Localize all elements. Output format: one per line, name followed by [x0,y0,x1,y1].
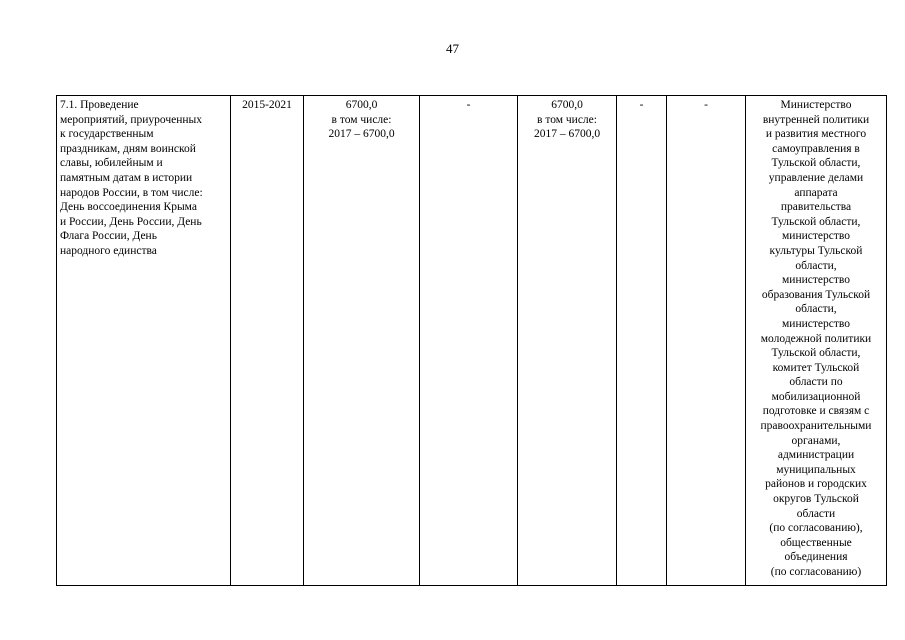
executor-line: области, [795,259,837,272]
local-funding-value: - [639,99,644,111]
extra-funding-value: - [704,99,708,111]
event-name-line: и России, День России, День [60,215,202,228]
event-name-line: 7.1. Проведение [60,99,139,111]
event-name-line: мероприятий, приуроченных [60,113,202,126]
federal-funding-cell [420,96,518,586]
executors-cell [746,96,887,586]
executor-line: объединения [784,551,848,564]
executor-line: Тульской области, [771,347,861,360]
executor-line: аппарата [794,186,838,199]
executor-line: образования Тульской [761,288,871,301]
event-name-line: народов России, в том числе: [60,186,203,199]
total-funding-line: 6700,0 [345,99,378,111]
period-cell [231,96,304,586]
total-funding-line: 2017 – 6700,0 [328,128,395,141]
executor-line: Тульской области, [771,215,861,228]
event-name-line: славы, юбилейным и [60,157,163,170]
executor-line: внутренней политики [762,113,870,126]
executor-line: районов и городских [765,478,867,491]
event-name-line: народного единства [60,244,157,257]
regional-funding-line: 6700,0 [551,99,583,111]
executor-line: органами, [791,434,841,447]
total-funding-cell [304,96,420,586]
executor-line: подготовке и связям с [762,405,870,418]
executor-line: администрации [777,449,855,462]
executor-line: министерство [782,230,850,243]
executor-line: правительства [780,201,852,214]
executor-line: (по согласованию), [769,522,863,535]
local-funding-cell [617,96,667,586]
executor-line: округов Тульской [773,493,859,506]
extra-funding-cell [667,96,746,586]
total-funding-line: в том числе: [331,113,392,126]
executor-line: правоохранительными [760,420,872,433]
executor-line: министерство [782,274,850,287]
regional-funding-line: 2017 – 6700,0 [533,128,601,141]
executor-line: молодежной политики [760,332,872,345]
program-table [56,95,887,586]
table-row [57,96,887,586]
executor-line: области, [795,303,837,316]
event-name-line: День воссоединения Крыма [60,201,197,214]
executor-line: и развития местного [765,128,867,141]
executor-line: мобилизационной [771,390,861,403]
regional-funding-cell [518,96,617,586]
event-name-cell [57,96,231,586]
event-name-line: к государственным [60,128,154,141]
executor-line: министерство [782,317,850,330]
event-name-line: праздникам, дням воинской [60,142,196,155]
executor-line: культуры Тульской [769,244,863,257]
executor-line: муниципальных [776,463,856,476]
executor-line: области по [789,376,843,389]
executor-line: комитет Тульской [772,361,860,374]
executor-line: самоуправления в [772,142,860,155]
event-name-line: Флага России, День [60,230,157,243]
period-value: 2015-2021 [242,99,292,111]
page-number: 47 [446,41,459,56]
executor-line: области [796,507,836,520]
event-name-line: памятным датам в истории [60,171,193,184]
federal-funding-value: - [466,99,471,111]
executor-line: Министерство [780,99,852,111]
regional-funding-line: в том числе: [537,113,597,126]
executor-line: общественные [780,536,852,549]
executor-line: управление делами [768,171,864,184]
executor-line: (по согласованию) [770,566,862,578]
executor-line: Тульской области, [771,157,861,170]
